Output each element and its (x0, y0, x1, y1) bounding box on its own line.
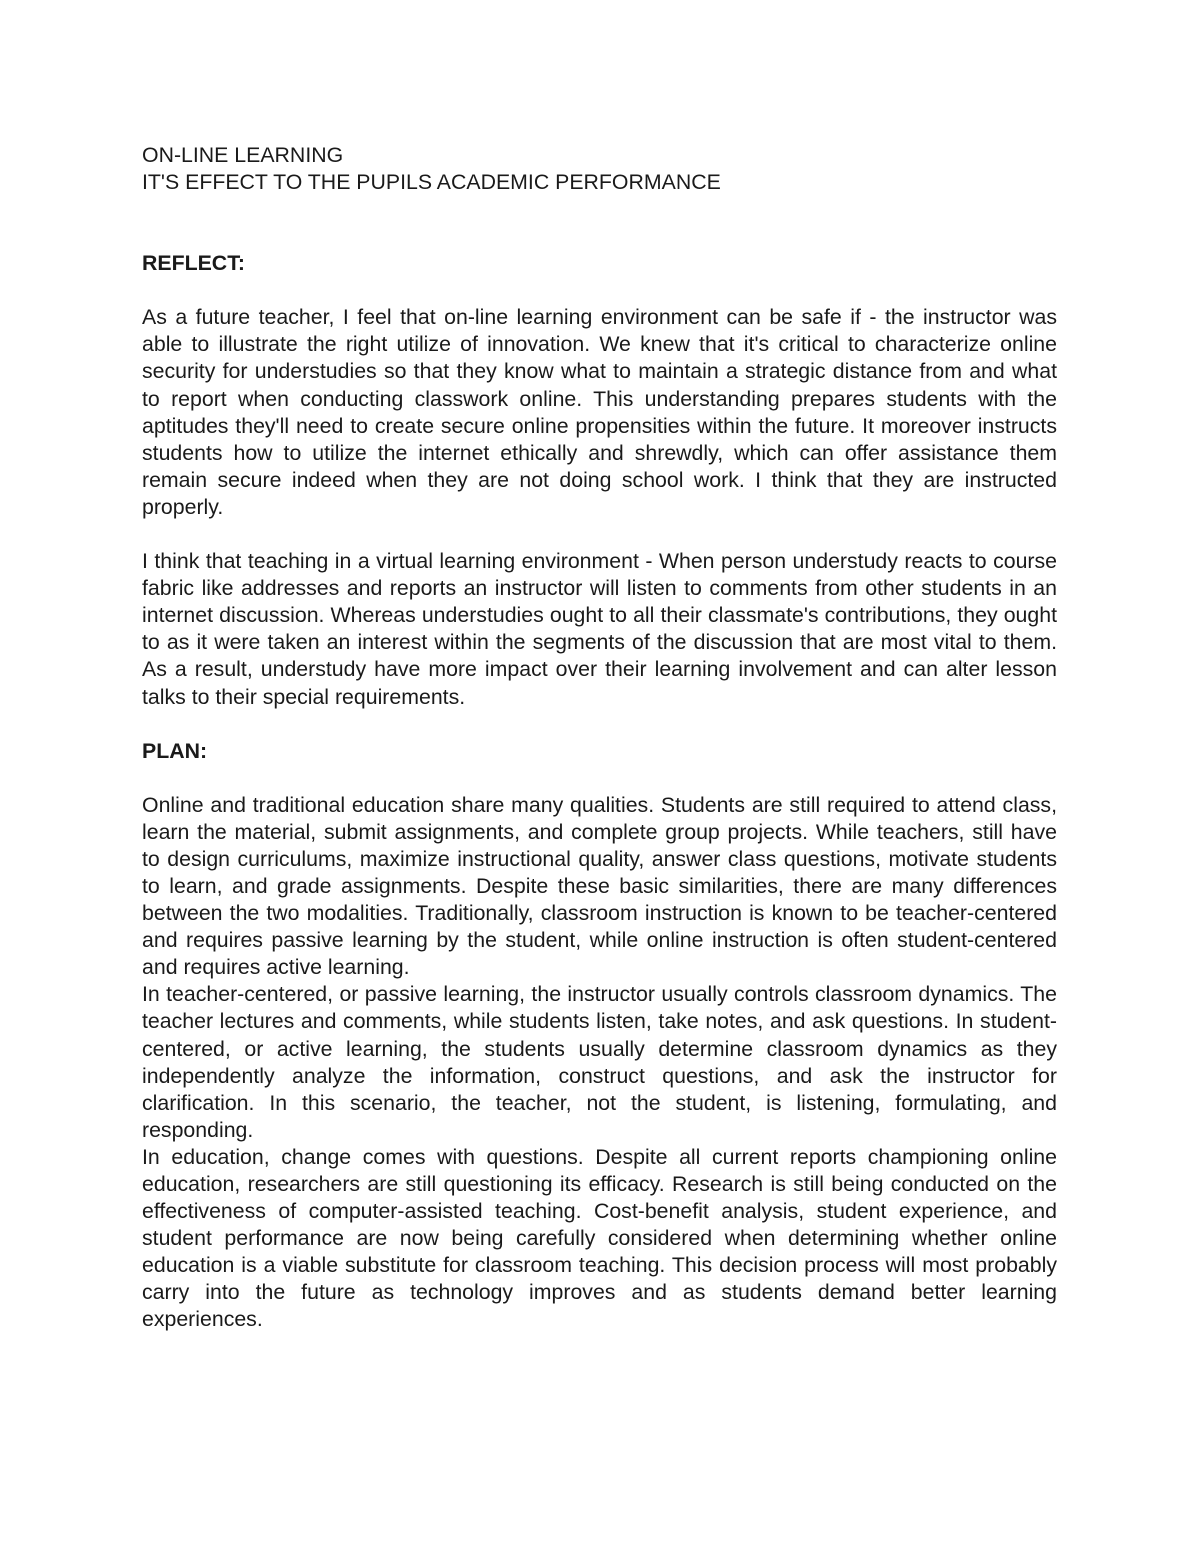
plan-section (142, 738, 1057, 1334)
plan-heading: PLAN: (142, 738, 208, 763)
plan-paragraph-3: In education, change comes with questions. Despite all current reports championing online education, researchers are still questioning its efficacy. Research is still being conducted on the effectiveness of computer-assisted teaching. Cost-benefit analysis, student experience, and student performance are now being carefully considered when determining whether online education is a viable substitute for classroom teaching. This decision process will most probably carry into the future as technology improves and as students demand better learning experiences. (142, 1144, 1057, 1332)
reflect-heading: REFLECT: (142, 251, 245, 276)
title-line-2: IT'S EFFECT TO THE PUPILS ACADEMIC PERFORMANCE (142, 170, 721, 195)
plan-paragraph-1: Online and traditional education share many qualities. Students are still required to attend class, learn the material, submit assignments, and complete group projects. While teachers, still have to design curriculums, maximize instructional quality, answer class questions, motivate students to learn, and grade assignments. Despite these basic similarities, there are many differences between the two modalities. Traditionally, classroom instruction is known to be teacher-centered and requires passive learning by the student, while online instruction is often student-centered and requires active learning. (142, 792, 1057, 980)
document-content (142, 142, 1057, 1334)
plan-paragraph-2: In teacher-centered, or passive learning, the instructor usually controls classroom dynamics. The teacher lectures and comments, while students listen, take notes, and ask questions. In student-centered, or active learning, the students usually determine classroom dynamics as they independently analyze the information, construct questions, and ask the instructor for clarification. In this scenario, the teacher, not the student, is listening, formulating, and responding. (142, 982, 1057, 1142)
reflect-paragraph-2: I think that teaching in a virtual learning environment - When person understudy reacts to course fabric like addresses and reports an instructor will listen to comments from other students in an internet discussion. Whereas understudies ought to all their classmate's contributions, they ought to as it were taken an interest within the segments of the discussion that are most vital to them. As a result, understudy have more impact over their learning involvement and can alter lesson talks to their special requirements. (142, 549, 1057, 709)
document-title (142, 142, 1057, 196)
title-line-1: ON-LINE LEARNING (142, 143, 344, 167)
reflect-section (142, 250, 1057, 710)
reflect-paragraph-1: As a future teacher, I feel that on-line learning environment can be safe if - the instructor was able to illustrate the right utilize of innovation. We knew that it's critical to characterize online security for understudies so that they know what to maintain a strategic distance from and what to report when conducting classwork online. This understanding prepares students with the aptitudes they'll need to create secure online propensities within the future. It moreover instructs students how to utilize the internet ethically and shrewdly, which can offer assistance them remain secure indeed when they are not doing school work. I think that they are instructed properly. (142, 305, 1057, 519)
